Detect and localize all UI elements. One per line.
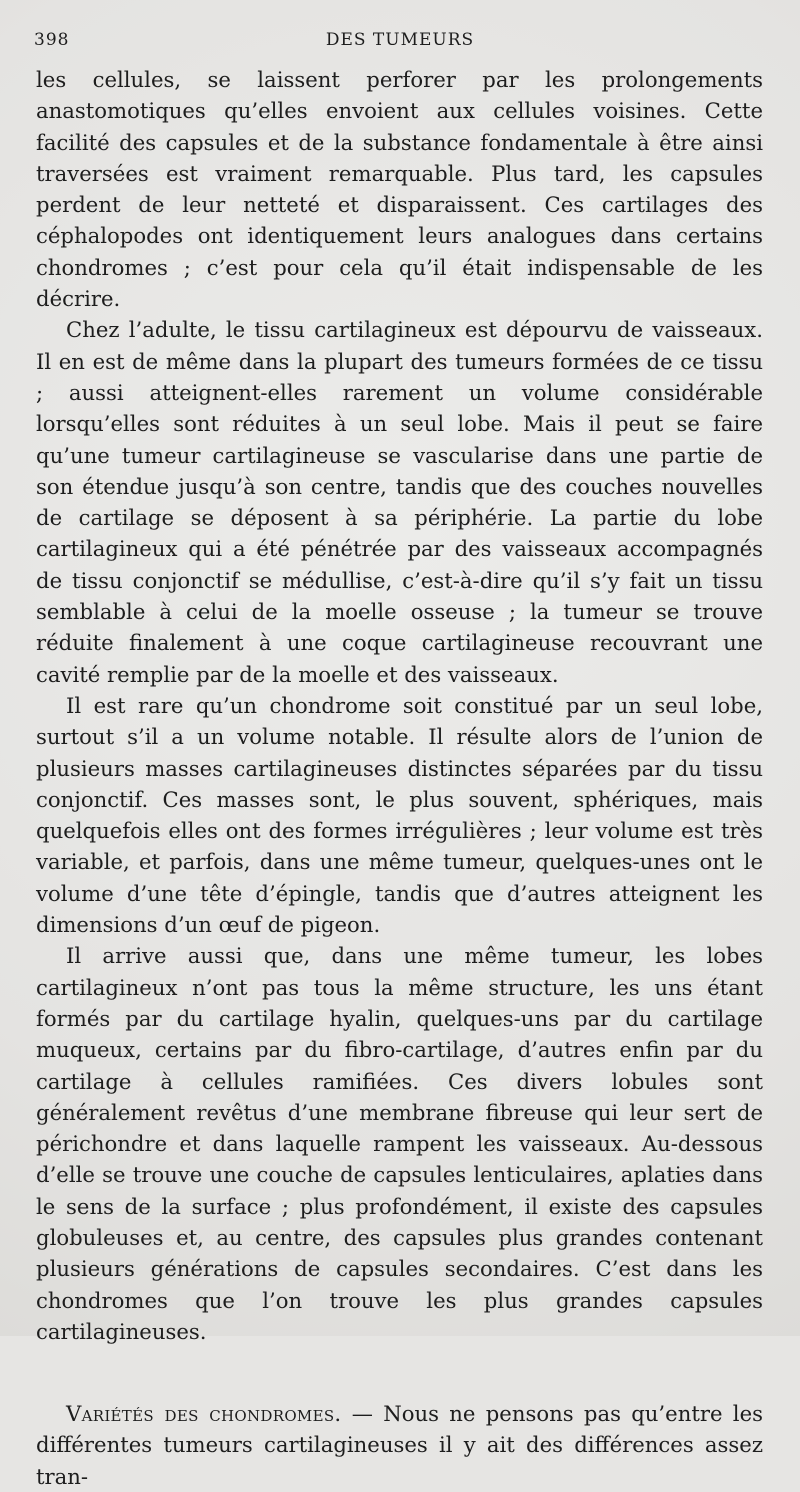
page-header [34, 30, 766, 56]
section-dash: — [341, 1401, 384, 1427]
paragraph: les cellules, se laissent perforer par les prolongements anastomotiques qu’elles envoient aux cellules voisines. Cette facilité des capsules et de la substance fondamentale à être ainsi traversées est vraiment remarquable. Plus tard, les capsules perdent de leur netteté et disparaissent. Ces cartilages des céphalopodes ont identiquement leurs analogues dans certains chondromes ; c’est pour cela qu’il était indispensable de les décrire. [36, 67, 763, 312]
page-body [36, 64, 763, 1492]
section-heading: Variétés des chondromes. [66, 1401, 342, 1427]
page-number: 398 [34, 30, 70, 50]
running-title: DES TUMEURS [325, 30, 475, 50]
paragraph: Il arrive aussi que, dans une même tumeur, les lobes cartilagineux n’ont pas tous la même structure, les uns étant formés par du cartilage hyalin, quelques-uns par du cartilage muqueux, certains par du fibro-cartilage, d’autres enfin par du cartilage à cellules ramifiées. Ces divers lobules sont généralement revêtus d’une membrane fibreuse qui leur sert de périchondre et dans laquelle rampent les vaisseaux. Au-dessous d’elle se trouve une couche de capsules lenticulaires, aplaties dans le sens de la surface ; plus profondément, il existe des capsules globuleuses et, au centre, des capsules plus grandes contenant plusieurs générations de capsules secondaires. C’est dans les chondromes que l’on trouve les plus grandes capsules cartilagineuses. [36, 943, 763, 1344]
section-text: Nous ne pensons pas qu’entre les différentes tumeurs cartilagineuses il y ait des différences assez tran- [36, 1401, 763, 1489]
paragraph: Il est rare qu’un chondrome soit constitué par un seul lobe, surtout s’il a un volume notable. Il résulte alors de l’union de plusieurs masses cartilagineuses distinctes séparées par du tissu conjonctif. Ces masses sont, le plus souvent, sphériques, mais quelquefois elles ont des formes irrégulières ; leur volume est très variable, et parfois, dans une même tumeur, quelques-unes ont le volume d’une tête d’épingle, tandis que d’autres atteignent les dimensions d’un œuf de pigeon. [36, 692, 763, 938]
paragraph: Chez l’adulte, le tissu cartilagineux est dépourvu de vaisseaux. Il en est de même dans la plupart des tumeurs formées de ce tissu ; aussi atteignent-elles rarement un volume considérable lorsqu’elles sont réduites à un seul lobe. Mais il peut se faire qu’une tumeur cartilagineuse se vascularise dans une partie de son étendue jusqu’à son centre, tandis que des couches nouvelles de cartilage se déposent à sa périphérie. La partie du lobe cartilagineux qui a été pénétrée par des vaisseaux accompagnés de tissu conjonctif se médullise, c’est-à-dire qu’il s’y fait un tissu semblable à celui de la moelle osseuse ; la tumeur se trouve réduite finalement à une coque cartilagineuse recouvrant une cavité remplie par de la moelle et des vaisseaux. [36, 317, 763, 687]
section-spacer [36, 1347, 763, 1398]
section-paragraph [36, 1398, 763, 1492]
